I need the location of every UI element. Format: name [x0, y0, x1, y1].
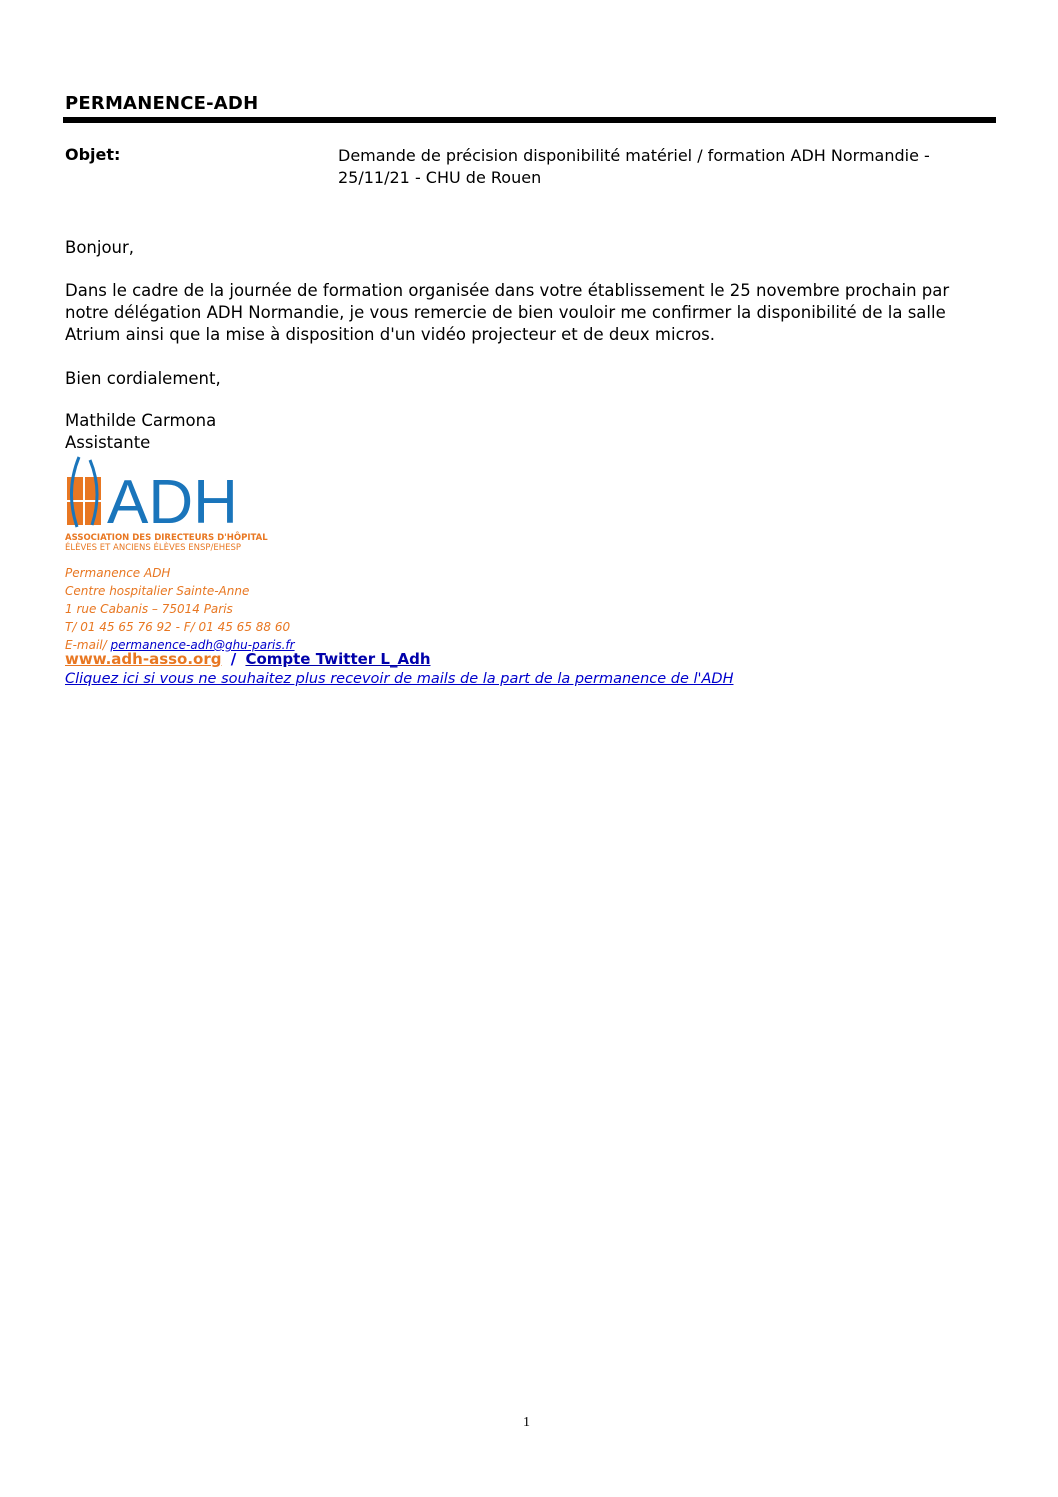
logo-mark-icon: [67, 457, 101, 527]
subject-line: Demande de précision disponibilité matériel / formation ADH Normandie -: [338, 146, 930, 165]
contact-phones: T/ 01 45 65 76 92 - F/ 01 45 65 88 60: [65, 620, 291, 634]
body-paragraph: [65, 280, 949, 346]
tagline-line: ÉLÈVES ET ANCIENS ÉLÈVES ENSP/EHESP: [65, 543, 241, 553]
paragraph-line: Dans le cadre de la journée de formation organisée dans votre établissement le 25 novembre prochain par: [65, 281, 950, 300]
email-label: E-mail/: [65, 638, 107, 652]
subject-text: [338, 145, 958, 189]
contact-place: Centre hospitalier Sainte-Anne: [65, 584, 250, 598]
contact-org: Permanence ADH: [65, 566, 171, 580]
subject-line: 25/11/21 - CHU de Rouen: [338, 168, 542, 187]
tagline-line: ASSOCIATION DES DIRECTEURS D'HÔPITAL: [65, 533, 268, 543]
greeting: Bonjour,: [65, 238, 135, 257]
twitter-link[interactable]: Compte Twitter L_Adh: [245, 650, 431, 668]
links-row: [65, 650, 431, 668]
link-separator: /: [230, 650, 237, 668]
contact-address: 1 rue Cabanis – 75014 Paris: [65, 602, 233, 616]
paragraph-line: notre délégation ADH Normandie, je vous remercie de bien vouloir me confirmer la disponibilité de la salle: [65, 303, 946, 322]
logo-tagline-block: [65, 533, 268, 553]
paragraph-line: Atrium ainsi que la mise à disposition d'un vidéo projecteur et de deux micros.: [65, 325, 716, 344]
signature: [65, 410, 216, 454]
logo-wordmark: ADH: [107, 468, 238, 537]
header-title: PERMANENCE-ADH: [65, 93, 259, 114]
page-number: 1: [523, 1415, 530, 1430]
website-link[interactable]: www.adh-asso.org: [65, 650, 222, 668]
subject-label: Objet:: [65, 145, 121, 164]
signature-role: Assistante: [65, 433, 151, 452]
closing: Bien cordialement,: [65, 369, 221, 388]
signature-name: Mathilde Carmona: [65, 411, 217, 430]
email-link[interactable]: permanence-adh@ghu-paris.fr: [110, 638, 295, 652]
unsubscribe-link[interactable]: Cliquez ici si vous ne souhaitez plus recevoir de mails de la part de la permanence de l'ADH: [65, 671, 734, 687]
header-rule: [63, 117, 996, 123]
contact-block: [65, 564, 295, 654]
